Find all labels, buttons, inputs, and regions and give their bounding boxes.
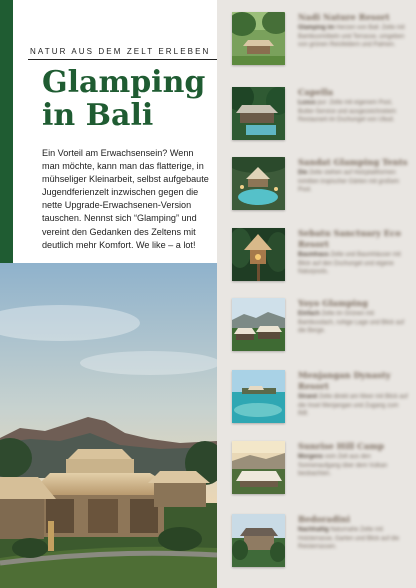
listing-description: Zelte und Baumhäuser mit Blick auf den Dschungel und eigene Naturpools.	[298, 252, 401, 276]
listing-lead: Strand	[298, 394, 318, 400]
list-item[interactable]	[232, 514, 412, 574]
listing-thumbnail	[232, 87, 285, 140]
listing-description: pur: Zelte mit eigenem Pool, Butler-Service und ausgezeichnetem Restaurant im Dschungel von Ubud.	[298, 100, 397, 124]
hero-photo	[0, 263, 217, 588]
listing-description: Zelte stehen auf Holzplattformen inmitten tropischer Gärten mit großem Pool.	[298, 170, 400, 194]
listing-lead: Baumhaus	[298, 252, 329, 258]
listing-title: Menjangan Dynasty Resort	[298, 370, 391, 391]
listing-lead: Nachhaltig	[298, 527, 329, 533]
listing-title: Capella	[298, 87, 334, 97]
list-item[interactable]	[232, 370, 412, 430]
list-item[interactable]	[232, 87, 412, 147]
listing-description: Herzen von Bali: Zelte mit Bambusmöbeln und Terrasse, umgeben von grünen Reisfeldern und Palmen.	[298, 25, 405, 49]
listing-description: Naturnahe Zelte mit Holzterrasse, Garten und Blick auf die Reisterrassen.	[298, 527, 400, 551]
listings-column	[217, 0, 416, 588]
title-line-2: in Bali	[42, 98, 154, 133]
listing-title: Sunrise Hill Camp	[298, 441, 384, 451]
listing-description: Zelte im Grünen mit Bambusdach, ruhige Lage und Blick auf die Berge.	[298, 311, 405, 335]
listing-title: Yoyo Glamping	[298, 298, 368, 308]
article-kicker: NATUR AUS DEM ZELT ERLEBEN	[30, 47, 211, 56]
listing-lead: Glamping im	[298, 25, 335, 31]
listing-thumbnail	[232, 370, 285, 423]
listing-thumbnail	[232, 514, 285, 567]
list-item[interactable]	[232, 12, 412, 72]
listing-lead: Die	[298, 170, 308, 176]
listing-title: Sebatu Sanctuary Eco Resort	[298, 228, 401, 249]
listing-title: Nadi Nature Resort	[298, 12, 390, 22]
listing-thumbnail	[232, 228, 285, 281]
listing-title: Sandat Glamping Tents	[298, 157, 408, 167]
listing-thumbnail	[232, 12, 285, 65]
listing-thumbnail	[232, 157, 285, 210]
listing-description: Zelte direkt am Meer mit Blick auf die Insel Menjangan und Zugang zum Riff.	[298, 394, 408, 418]
listing-thumbnail	[232, 441, 285, 494]
article-body: Ein Vorteil am Erwachsensein? Wenn man möchte, kann man das flatterige, in mühseliger Kleinarbeit, selbst aufgebaute Jugendferienzelt inzwischen gegen die nette Upgrade-Erwachsenen-Version tauschen. Nennst sich “Glamping” und vereint den Gedanken des Zeltens mit deutlich mehr Komfort. We like – a lot!	[42, 148, 209, 250]
listing-lead: Luxus	[298, 100, 316, 106]
list-item[interactable]	[232, 228, 412, 288]
list-item[interactable]	[232, 441, 412, 501]
accent-bar	[0, 0, 13, 263]
title-line-1: Glamping	[42, 65, 206, 100]
listing-lead: Einfach	[298, 311, 320, 317]
article-title	[42, 66, 212, 132]
listing-title: Bedoradini	[298, 514, 350, 524]
listing-lead: Morgens	[298, 454, 324, 460]
listing-description: vom Zelt aus den Sonnenaufgang über dem Vulkan beobachten.	[298, 454, 388, 478]
listing-thumbnail	[232, 298, 285, 351]
kicker-divider	[28, 59, 217, 60]
list-item[interactable]	[232, 298, 412, 358]
list-item[interactable]	[232, 157, 412, 217]
